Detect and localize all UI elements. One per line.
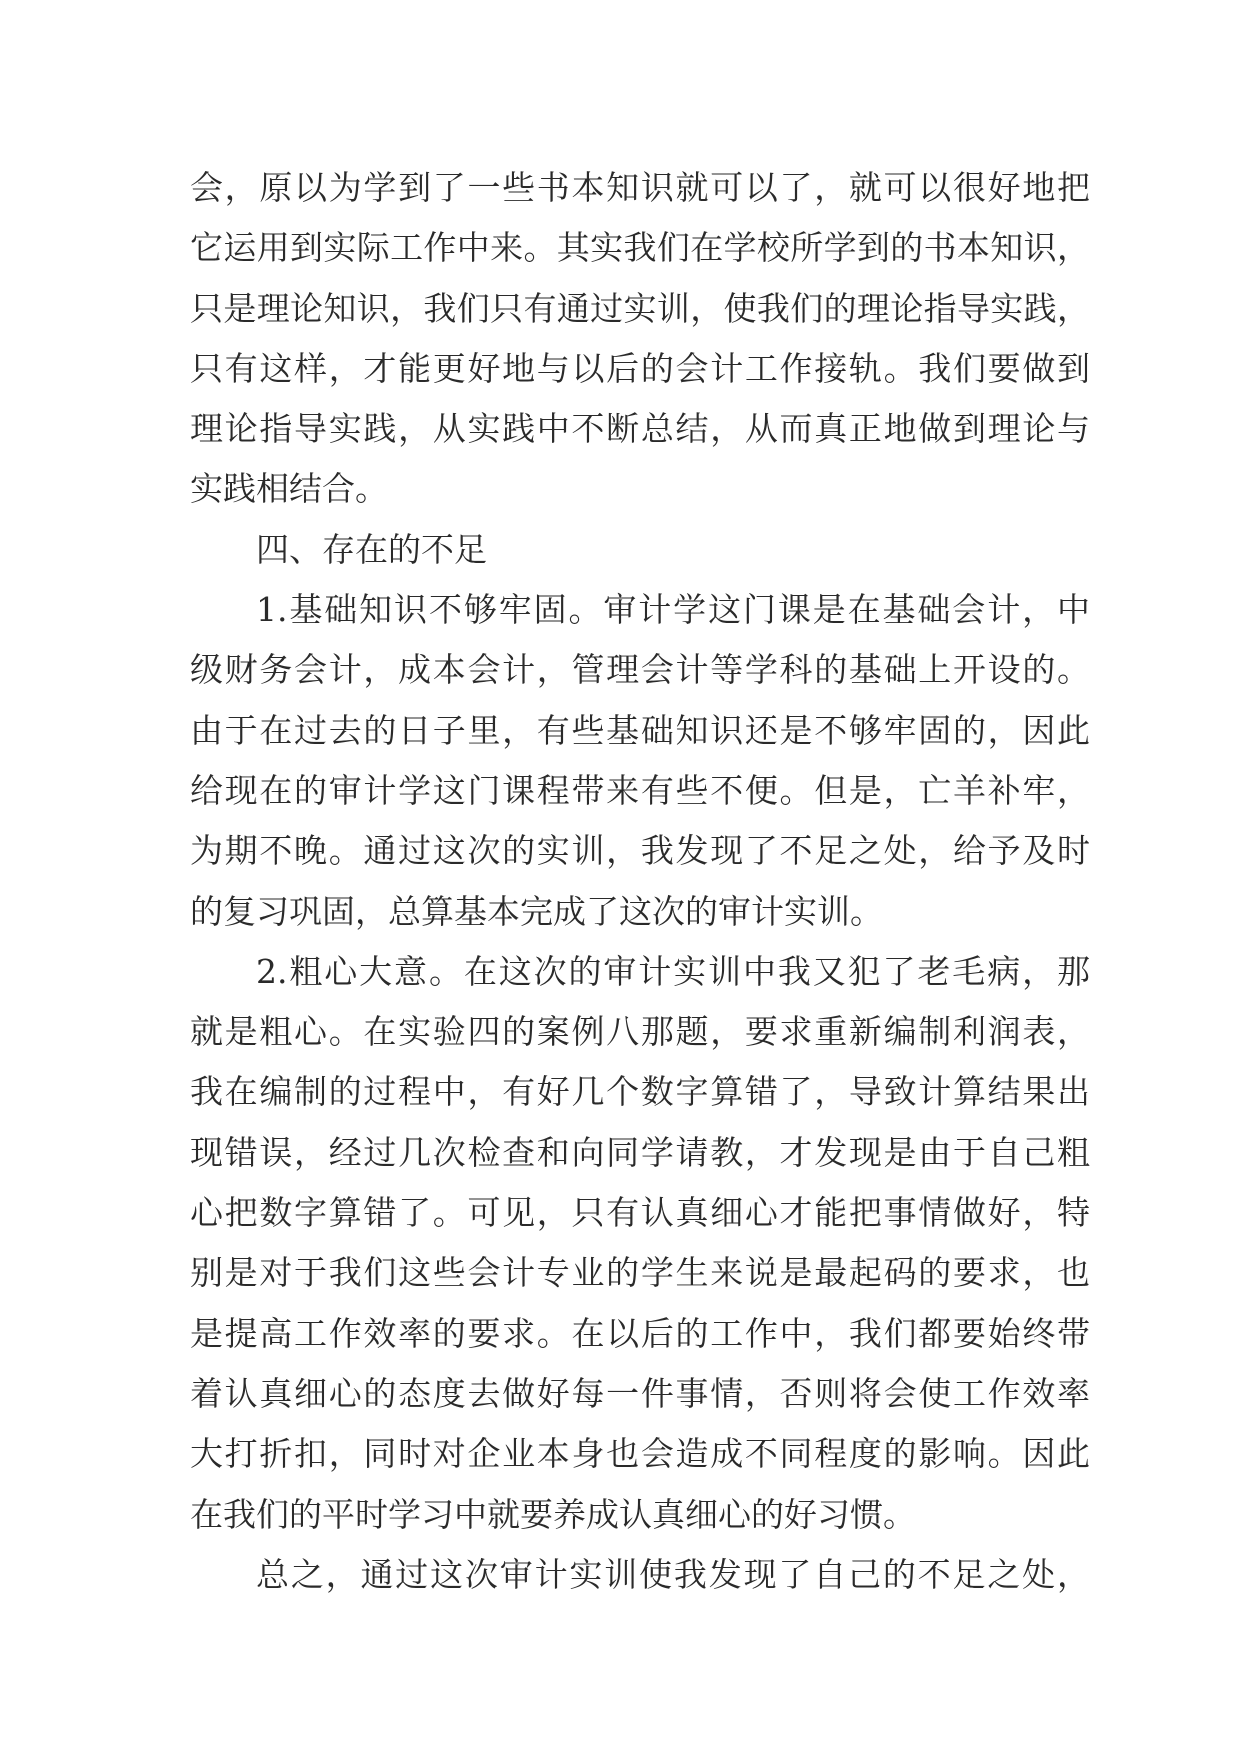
text-line: 会，原以为学到了一些书本知识就可以了，就可以很好地把 — [190, 168, 1090, 207]
text-line: 大打折扣，同时对企业本身也会造成不同程度的影响。因此 — [190, 1434, 1090, 1474]
text-line: 现错误，经过几次检查和向同学请教，才发现是由于自己粗 — [190, 1132, 1090, 1172]
text-line: 只有这样，才能更好地与以后的会计工作接轨。我们要做到 — [190, 348, 1090, 388]
text-line: 在我们的平时学习中就要养成认真细心的好习惯。 — [190, 1494, 916, 1534]
text-line: 1.基础知识不够牢固。审计学这门课是在基础会计，中 — [256, 590, 1090, 630]
text-line: 心把数字算错了。可见，只有认真细心才能把事情做好，特 — [190, 1193, 1090, 1233]
text-line: 2.粗心大意。在这次的审计实训中我又犯了老毛病，那 — [256, 951, 1090, 991]
text-line: 实践相结合。 — [190, 469, 388, 509]
text-line: 四、存在的不足 — [256, 529, 487, 569]
text-line: 给现在的审计学这门课程带来有些不便。但是，亡羊补牢， — [190, 770, 1090, 810]
text-line: 我在编制的过程中，有好几个数字算错了，导致计算结果出 — [190, 1072, 1090, 1112]
text-line: 着认真细心的态度去做好每一件事情，否则将会使工作效率 — [190, 1373, 1090, 1413]
text-line: 级财务会计，成本会计，管理会计等学科的基础上开设的。 — [190, 650, 1090, 690]
text-line: 总之，通过这次审计实训使我发现了自己的不足之处， — [256, 1554, 1090, 1594]
text-line: 为期不晚。通过这次的实训，我发现了不足之处，给予及时 — [190, 831, 1090, 871]
text-line: 只是理论知识，我们只有通过实训，使我们的理论指导实践， — [190, 288, 1090, 328]
text-line: 它运用到实际工作中来。其实我们在学校所学到的书本知识， — [190, 228, 1090, 268]
text-line: 由于在过去的日子里，有些基础知识还是不够牢固的，因此 — [190, 710, 1090, 750]
text-line: 理论指导实践，从实践中不断总结，从而真正地做到理论与 — [190, 409, 1090, 449]
document-body — [190, 158, 1090, 1605]
text-line: 别是对于我们这些会计专业的学生来说是最起码的要求，也 — [190, 1253, 1090, 1293]
text-line: 是提高工作效率的要求。在以后的工作中，我们都要始终带 — [190, 1313, 1090, 1353]
text-line: 的复习巩固，总算基本完成了这次的审计实训。 — [190, 891, 883, 931]
text-line: 就是粗心。在实验四的案例八那题，要求重新编制利润表， — [190, 1012, 1090, 1052]
